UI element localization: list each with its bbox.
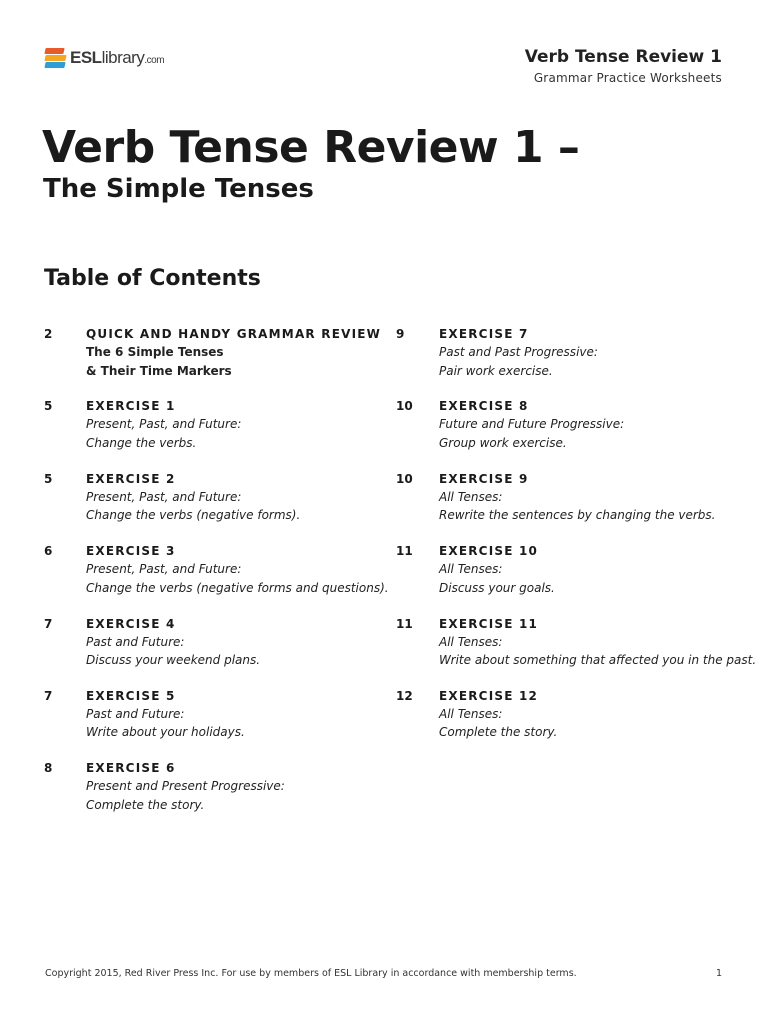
toc-page-number: 5 (44, 399, 53, 414)
toc-entry-line: All Tenses: (439, 489, 503, 504)
stacked-books-icon (45, 47, 67, 69)
toc-page-number: 11 (396, 616, 413, 631)
toc-entry-line: Past and Past Progressive: (439, 345, 598, 359)
toc-page-number: 10 (396, 399, 413, 414)
toc-entry-line: Change the verbs. (86, 435, 197, 450)
toc-heading: Table of Contents (44, 266, 261, 291)
toc-entry-line: Present, Past, and Future: (86, 562, 242, 577)
toc-page-number: 8 (44, 761, 53, 776)
toc-page-number: 9 (396, 327, 405, 341)
toc-entry-line: Write about something that affected you in the past. (439, 653, 757, 668)
toc-entry-line: Write about your holidays. (86, 725, 245, 740)
toc-entry[interactable] (44, 687, 384, 759)
header-title: Verb Tense Review 1 (524, 47, 722, 67)
toc-entry[interactable] (396, 470, 736, 542)
toc-entry-title: EXERCISE 8 (439, 399, 529, 414)
toc-entry-line: & Their Time Markers (86, 363, 232, 378)
toc-entry-line: Group work exercise. (439, 435, 567, 450)
toc-entry[interactable] (44, 325, 384, 397)
logo-wordmark: ESLlibrary.com (70, 48, 165, 67)
toc-page-number: 6 (44, 544, 53, 559)
toc-entry-line: Present, Past, and Future: (86, 417, 242, 432)
toc-page-number: 2 (44, 327, 53, 341)
toc-entry-line: All Tenses: (439, 706, 503, 721)
toc-page-number: 7 (44, 688, 53, 703)
toc-entry-line: Complete the story. (86, 797, 205, 812)
toc-page-number: 10 (396, 471, 413, 486)
toc-entry[interactable] (396, 325, 736, 397)
toc-entry[interactable] (44, 470, 384, 542)
toc-entry-line: Discuss your weekend plans. (86, 653, 261, 668)
toc-entry-title: EXERCISE 5 (86, 688, 176, 703)
toc-entry-line: All Tenses: (439, 634, 503, 649)
toc-entry-line: Past and Future: (86, 706, 185, 721)
toc-entry-line: Discuss your goals. (439, 580, 555, 595)
toc-page-number: 11 (396, 544, 413, 559)
toc-entry-line: Change the verbs (negative forms). (86, 508, 301, 523)
toc-entry-title: EXERCISE 12 (439, 688, 539, 703)
toc-left-column (44, 325, 389, 832)
toc-entry[interactable] (44, 615, 384, 687)
toc-entry[interactable] (44, 542, 389, 614)
toc-entry-title: EXERCISE 4 (86, 616, 176, 631)
footer-page-number: 1 (715, 968, 722, 979)
toc-entry-line: Change the verbs (negative forms and questions). (86, 580, 389, 595)
toc-page-number: 5 (44, 471, 53, 486)
toc-entry-title: EXERCISE 6 (86, 761, 176, 776)
toc-entry-title: EXERCISE 1 (86, 399, 176, 414)
copyright-footer: Copyright 2015, Red River Press Inc. For use by members of ESL Library in accordance with membership terms. (45, 968, 577, 979)
document-subtitle: The Simple Tenses (43, 174, 314, 204)
toc-entry-line: Present and Present Progressive: (86, 779, 285, 794)
toc-entry-line: Past and Future: (86, 634, 185, 649)
toc-entry[interactable] (396, 397, 736, 469)
header-subtitle: Grammar Practice Worksheets (533, 71, 722, 85)
toc-entry-line: Pair work exercise. (439, 363, 553, 378)
toc-entry-title: EXERCISE 11 (439, 616, 539, 631)
toc-right-column (396, 325, 757, 759)
esl-library-logo (45, 45, 164, 71)
toc-entry[interactable] (396, 542, 736, 614)
toc-page-number: 12 (396, 688, 413, 703)
toc-entry[interactable] (396, 615, 757, 687)
toc-entry-title: EXERCISE 3 (86, 544, 176, 559)
toc-page-number: 7 (44, 616, 53, 631)
toc-entry-line: Present, Past, and Future: (86, 489, 242, 504)
toc-entry-title: EXERCISE 2 (86, 471, 176, 486)
toc-entry[interactable] (44, 397, 384, 469)
toc-entry[interactable] (396, 687, 736, 759)
toc-entry-line: Complete the story. (439, 725, 558, 740)
toc-entry-line: Rewrite the sentences by changing the verbs. (439, 508, 716, 523)
toc-entry-title: EXERCISE 9 (439, 471, 529, 486)
toc-entry-title: EXERCISE 10 (439, 544, 539, 559)
toc-entry-line: Future and Future Progressive: (439, 417, 625, 432)
document-title: Verb Tense Review 1 – (42, 122, 580, 173)
toc-entry-title: QUICK AND HANDY GRAMMAR REVIEW (86, 327, 382, 341)
toc-entry[interactable] (44, 759, 384, 831)
toc-entry-line: The 6 Simple Tenses (86, 345, 224, 359)
toc-entry-line: All Tenses: (439, 562, 503, 577)
toc-entry-title: EXERCISE 7 (439, 327, 529, 341)
